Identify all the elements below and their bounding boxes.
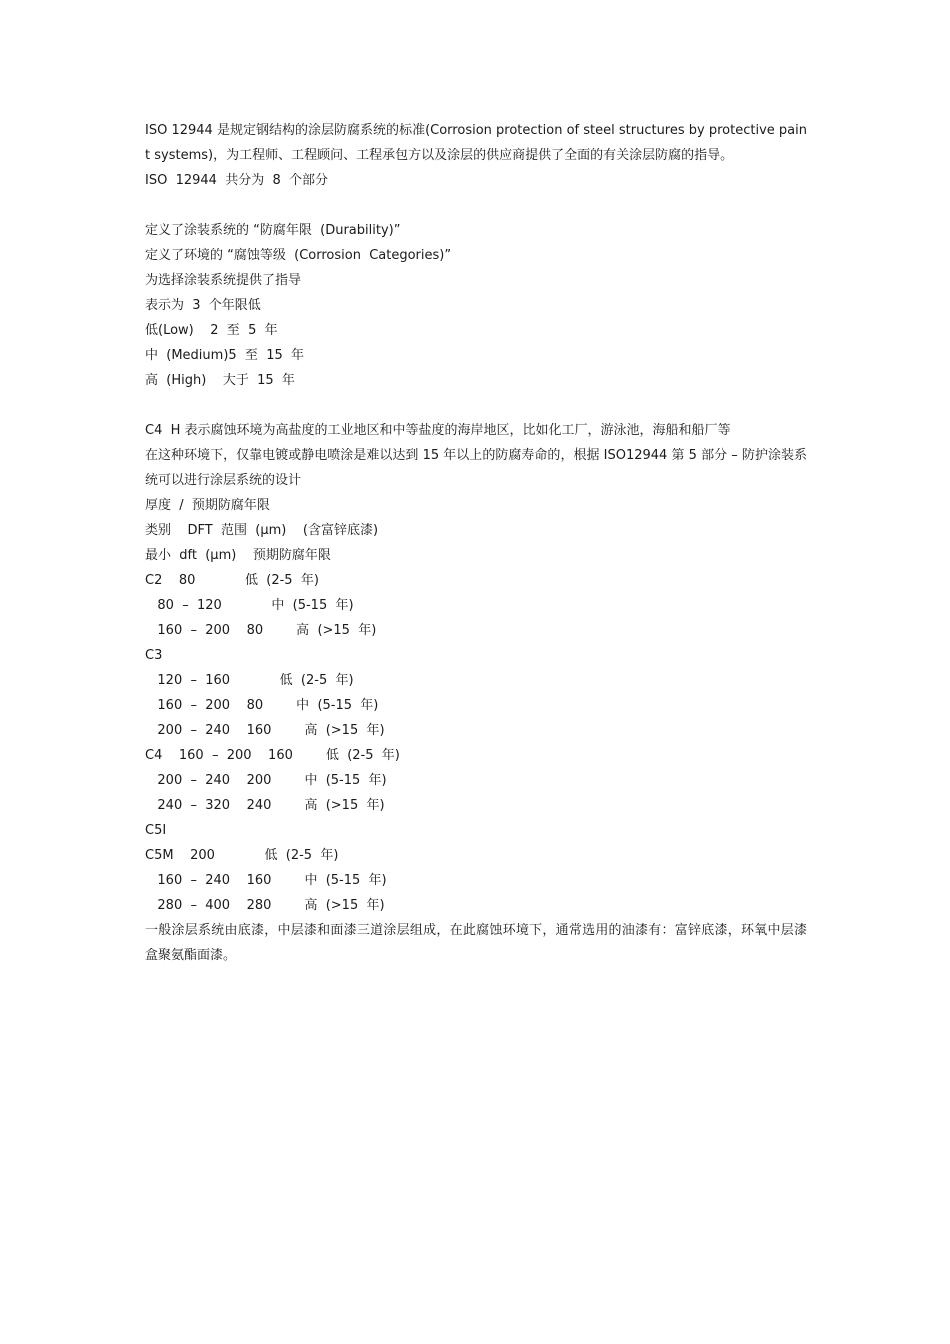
table-row: 160 – 200 80 高 (>15 年): [145, 623, 377, 638]
table-row: 80 – 120 中 (5-15 年): [145, 598, 354, 613]
thickness-heading: 厚度 / 预期防腐年限: [145, 498, 270, 513]
table-row: C5M 200 低 (2-5 年): [145, 848, 339, 863]
table-header-1: 类别 DFT 范围 (μm) (含富锌底漆): [145, 523, 379, 538]
durability-medium-line: 中 (Medium)5 至 15 年: [145, 348, 304, 363]
durability-low-line: 低(Low) 2 至 5 年: [145, 323, 278, 338]
table-row: 160 – 240 160 中 (5-15 年): [145, 873, 387, 888]
spacer: [145, 193, 807, 218]
table-row: 280 – 400 280 高 (>15 年): [145, 898, 385, 913]
table-row: 200 – 240 160 高 (>15 年): [145, 723, 385, 738]
table-row: C2 80 低 (2-5 年): [145, 573, 319, 588]
closing-paragraph: 一般涂层系统由底漆，中层漆和面漆三道涂层组成，在此腐蚀环境下，通常选用的油漆有：富锌底漆，环氧中层漆盒聚氨酯面漆。: [145, 923, 807, 963]
corrosion-categories-line: 定义了环境的 “腐蚀等级 (Corrosion Categories)”: [145, 248, 452, 263]
table-row: 160 – 200 80 中 (5-15 年): [145, 698, 379, 713]
table-row: 240 – 320 240 高 (>15 年): [145, 798, 385, 813]
durability-levels-line: 表示为 3 个年限低: [145, 298, 261, 313]
durability-high-line: 高 (High) 大于 15 年: [145, 373, 295, 388]
durability-line: 定义了涂装系统的 “防腐年限 (Durability)”: [145, 223, 401, 238]
table-row: C4 160 – 200 160 低 (2-5 年): [145, 748, 400, 763]
intro-paragraph: ISO 12944 是规定钢结构的涂层防腐系统的标准(Corrosion protection of steel structures by protective paint systems)，为工程师、工程顾问、工程承包方以及涂层的供应商提供了全面的有关涂层防腐的指导。: [145, 123, 807, 163]
c4h-description-line: C4 H 表示腐蚀环境为高盐度的工业地区和中等盐度的海岸地区，比如化工厂，游泳池，海船和船厂等: [145, 423, 731, 438]
table-row: 120 – 160 低 (2-5 年): [145, 673, 354, 688]
spacer: [145, 393, 807, 418]
table-row: C5I: [145, 823, 167, 838]
design-paragraph: 在这种环境下，仅靠电镀或静电喷涂是难以达到 15 年以上的防腐寿命的，根据 ISO12944 第 5 部分 – 防护涂装系统可以进行涂层系统的设计: [145, 448, 807, 488]
table-row: C3: [145, 648, 163, 663]
parts-count-line: ISO 12944 共分为 8 个部分: [145, 173, 329, 188]
guidance-line: 为选择涂装系统提供了指导: [145, 273, 302, 288]
coating-table: [145, 568, 807, 918]
table-row: 200 – 240 200 中 (5-15 年): [145, 773, 387, 788]
table-header-2: 最小 dft (μm) 预期防腐年限: [145, 548, 331, 563]
document-body: [145, 118, 807, 968]
